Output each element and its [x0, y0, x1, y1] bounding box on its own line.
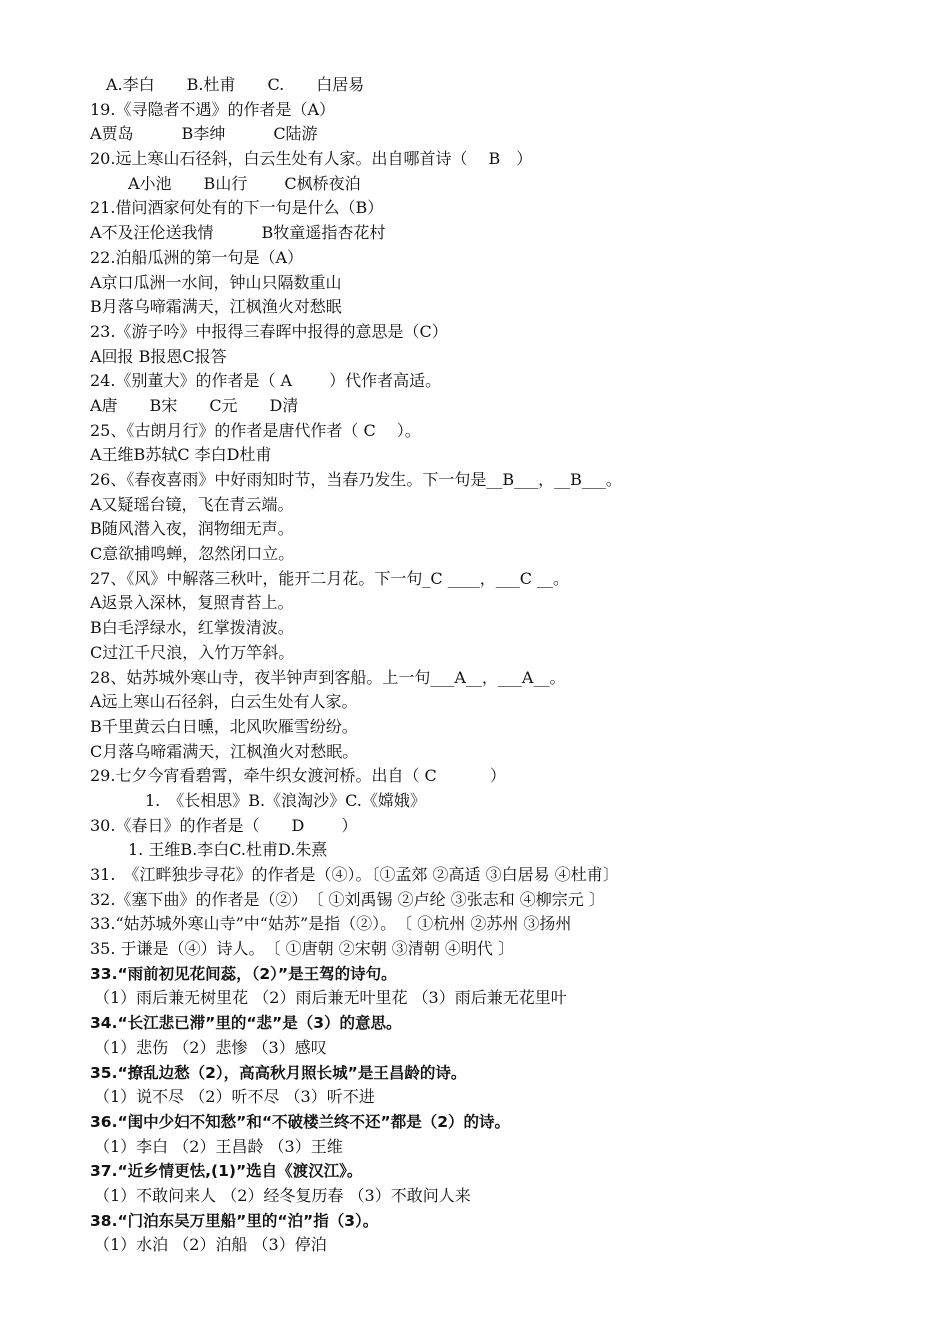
answer-option-27c: C过江千尺浪，入竹万竿斜。 — [90, 642, 295, 662]
answer-options-24: A唐 B宋 C元 D清 — [90, 395, 299, 415]
question-35b: 35.“撩乱边愁（2），高高秋月照长城”是王昌龄的诗。 — [90, 1063, 467, 1082]
answer-options-33b: （1）雨后兼无树里花 （2）雨后兼无叶里花 （3）雨后兼无花里叶 — [94, 988, 567, 1008]
question-24: 24.《别董大》的作者是（ A ）代作者高适。 — [90, 371, 442, 391]
answer-options-37: （1）不敢问来人 （2）经冬复历春 （3）不敢问人来 — [94, 1185, 471, 1205]
question-31: 31. 《江畔独步寻花》的作者是（④）。〔①孟郊 ②高适 ③白居易 ④杜甫〕 — [90, 865, 619, 884]
answer-option-26b: B随风潜入夜，润物细无声。 — [90, 519, 294, 539]
question-38: 38.“门泊东吴万里船”里的“泊”指（3）。 — [90, 1211, 379, 1230]
answer-options-38: （1）水泊 （2）泊船 （3）停泊 — [94, 1235, 327, 1255]
question-33a: 33.“姑苏城外寒山寺”中“姑苏”是指（②）。 〔 ①杭州 ②苏州 ③扬州 — [90, 914, 572, 934]
answer-options-29: 1. 《长相思》B.《浪淘沙》C.《嫦娥》 — [145, 790, 426, 810]
answer-option-26c: C意欲捕鸣蝉，忽然闭口立。 — [90, 544, 295, 564]
question-29: 29.七夕今宵看碧霄，牵牛织女渡河桥。出自（ C ） — [90, 766, 506, 786]
question-27: 27、《风》中解落三秋叶，能开二月花。下一句_C ____，___C __。 — [90, 568, 570, 588]
question-32: 32.《塞下曲》的作者是（②） 〔 ①刘禹锡 ②卢纶 ③张志和 ④柳宗元 〕 — [90, 889, 605, 909]
question-21: 21.借问酒家何处有的下一句是什么（B） — [90, 198, 384, 218]
answer-options-23: A回报 B报恩C报答 — [90, 346, 227, 366]
answer-options-36: （1）李白 （2）王昌龄 （3）王维 — [94, 1136, 343, 1156]
answer-option-27a: A返景入深林，复照青苔上。 — [90, 593, 294, 613]
answer-options-20: A小池 B山行 C枫桥夜泊 — [128, 173, 361, 193]
answer-options-19: A贾岛 B李绅 C陆游 — [90, 124, 318, 144]
question-36: 36.“闺中少妇不知愁”和“不破楼兰终不还”都是（2）的诗。 — [90, 1112, 510, 1131]
answer-option-28a: A远上寒山石径斜，白云生处有人家。 — [90, 692, 358, 712]
answer-options-18: A.李白 B.杜甫 C. 白居易 — [106, 75, 365, 94]
answer-option-28b: B千里黄云白日曛，北风吹雁雪纷纷。 — [90, 716, 358, 736]
answer-option-27b: B白毛浮绿水，红掌拨清波。 — [90, 618, 294, 638]
question-22: 22.泊船瓜洲的第一句是（A） — [90, 247, 304, 267]
document-content — [90, 73, 920, 1258]
answer-options-30: 1. 王维B.李白C.杜甫D.朱熹 — [128, 840, 328, 860]
question-35a: 35. 于谦是（④）诗人。 〔 ①唐朝 ②宋朝 ③清朝 ④明代 〕 — [90, 939, 514, 959]
question-37: 37.“近乡情更怯,(1)”选自《渡汉江》。 — [90, 1162, 363, 1181]
answer-options-34: （1）悲伤 （2）悲惨 （3）感叹 — [94, 1037, 327, 1057]
question-28: 28、姑苏城外寒山寺，夜半钟声到客船。上一句___A__，___A__。 — [90, 667, 566, 687]
question-20: 20.远上寒山石径斜，白云生处有人家。出自哪首诗（ B ） — [90, 149, 533, 169]
question-19: 19.《寻隐者不遇》的作者是（A） — [90, 99, 336, 119]
answer-option-26a: A又疑瑶台镜，飞在青云端。 — [90, 494, 294, 514]
question-25: 25、《古朗月行》的作者是唐代作者（ C ）。 — [90, 420, 421, 440]
question-26: 26、《春夜喜雨》中好雨知时节，当春乃发生。下一句是__B___，__B___。 — [90, 470, 622, 489]
question-33b: 33.“雨前初见花间蕊，（2）”是王驾的诗句。 — [90, 964, 397, 983]
question-23: 23.《游子吟》中报得三春晖中报得的意思是（C） — [90, 321, 448, 341]
question-34: 34.“长江悲已滞”里的“悲”是（3）的意思。 — [90, 1014, 402, 1033]
question-30: 30.《春日》的作者是（ D ） — [90, 815, 358, 835]
answer-option-22b: B月落乌啼霜满天，江枫渔火对愁眠 — [90, 297, 342, 317]
answer-option-28c: C月落乌啼霜满天，江枫渔火对愁眠。 — [90, 741, 359, 761]
answer-options-25: A王维B苏轼C 李白D杜甫 — [90, 445, 272, 465]
answer-option-22a: A京口瓜洲一水间，钟山只隔数重山 — [90, 272, 342, 292]
answer-options-35b: （1）说不尽 （2）听不尽 （3）听不进 — [94, 1087, 375, 1107]
answer-options-21: A不及汪伦送我情 B牧童遥指杏花村 — [90, 223, 386, 243]
